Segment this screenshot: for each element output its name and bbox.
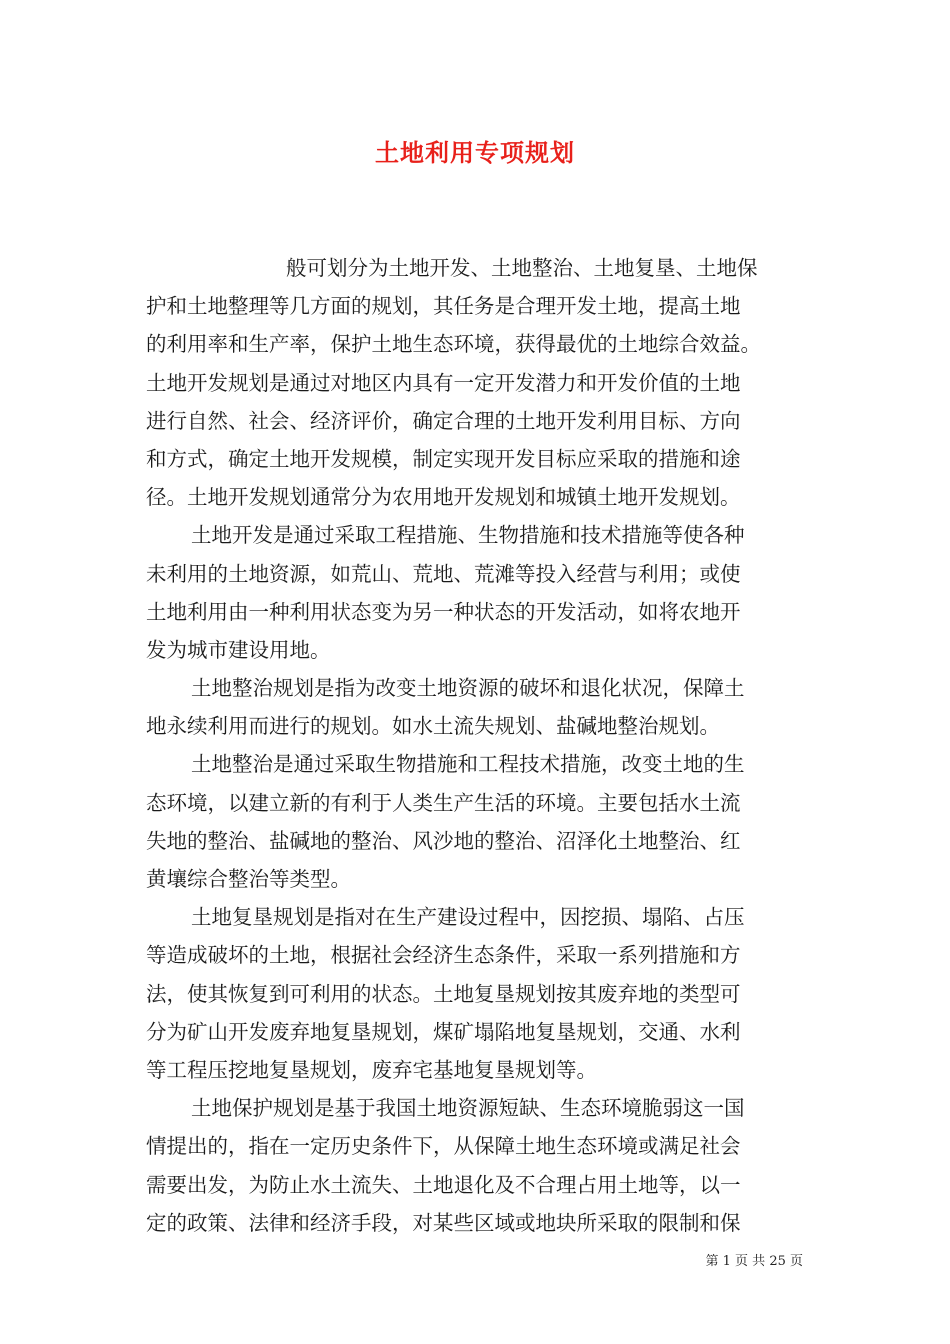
text-line: 径。土地开发规划通常分为农用地开发规划和城镇土地开发规划。: [146, 485, 741, 510]
text-line: 土地复垦规划是指对在生产建设过程中，因挖损、塌陷、占压: [191, 905, 745, 930]
text-line: 发为城市建设用地。: [146, 637, 331, 662]
text-line: 需要出发，为防止水土流失、土地退化及不合理占用土地等，以一: [146, 1172, 741, 1197]
text-line: 土地整治是通过采取生物措施和工程技术措施，改变土地的生: [191, 752, 745, 777]
text-line: 分为矿山开发废弃地复垦规划，煤矿塌陷地复垦规划，交通、水利: [146, 1019, 741, 1044]
text-line: 和方式，确定土地开发规模，制定实现开发目标应采取的措施和途: [146, 446, 741, 471]
text-line: 等造成破坏的土地，根据社会经济生态条件，采取一系列措施和方: [146, 943, 741, 968]
text-line: 土地整治规划是指为改变土地资源的破坏和退化状况，保障土: [191, 676, 745, 701]
text-line: 土地开发是通过采取工程措施、生物措施和技术措施等使各种: [191, 523, 745, 548]
text-line: 情提出的，指在一定历史条件下，从保障土地生态环境或满足社会: [146, 1134, 741, 1159]
text-line: 态环境，以建立新的有利于人类生产生活的环境。主要包括水土流: [146, 790, 741, 815]
text-line: 失地的整治、盐碱地的整治、风沙地的整治、沼泽化土地整治、红: [146, 828, 741, 853]
text-line: 等工程压挖地复垦规划，废弃宅基地复垦规划等。: [146, 1057, 597, 1082]
page-footer: 第 1 页 共 25 页: [705, 1254, 803, 1269]
text-line: 的利用率和生产率，保护土地生态环境，获得最优的土地综合效益。: [146, 332, 761, 357]
text-line: 黄壤综合整治等类型。: [146, 867, 351, 891]
text-line: 定的政策、法律和经济手段，对某些区域或地块所采取的限制和保: [146, 1210, 741, 1235]
text-line: 般可划分为土地开发、土地整治、土地复垦、土地保: [286, 256, 758, 280]
document-title: 土地利用专项规划: [375, 139, 575, 167]
text-line: 土地利用由一种利用状态变为另一种状态的开发活动，如将农地开: [146, 599, 741, 624]
text-line: 地永续利用而进行的规划。如水土流失规划、盐碱地整治规划。: [146, 714, 720, 739]
text-line: 进行自然、社会、经济评价，确定合理的土地开发利用目标、方向: [146, 408, 741, 433]
text-line: 护和土地整理等几方面的规划，其任务是合理开发土地，提高土地: [146, 294, 741, 319]
text-line: 土地保护规划是基于我国土地资源短缺、生态环境脆弱这一国: [191, 1096, 745, 1121]
text-line: 未利用的土地资源，如荒山、荒地、荒滩等投入经营与利用；或使: [146, 561, 741, 586]
text-line: 土地开发规划是通过对地区内具有一定开发潜力和开发价值的土地: [146, 370, 741, 395]
document-body: [146, 249, 812, 1242]
text-line: 法，使其恢复到可利用的状态。土地复垦规划按其废弃地的类型可: [146, 981, 741, 1006]
